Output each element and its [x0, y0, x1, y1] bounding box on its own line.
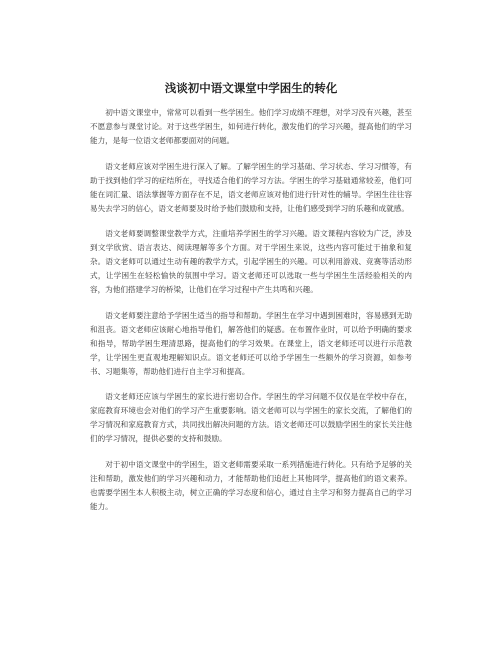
document-body [90, 106, 412, 526]
paragraph: 语文老师还应该与学困生的家长进行密切合作。学困生的学习问题不仅仅是在学校中存在，家庭教育环境也会对他们的学习产生重要影响。语文老师可以与学困生的家长交流，了解他们的学习情况和家庭教育方式，共同找出解决问题的方法。语文老师还可以鼓励学困生的家长关注他们的学习情况，提供必要的支持和鼓励。 [90, 392, 412, 444]
paragraph: 对于初中语文课堂中的学困生，语文老师需要采取一系列措施进行转化。只有给予足够的关注和帮助，激发他们的学习兴趣和动力，才能帮助他们追赶上其他同学，提高他们的语文素养。也需要学困生本人积极主动，树立正确的学习态度和信心，通过自主学习和努力提高自己的学习能力。 [90, 459, 412, 511]
paragraph: 初中语文课堂中，常常可以看到一些学困生。他们学习成绩不理想，对学习没有兴趣，甚至不愿意参与课堂讨论。对于这些学困生，如何进行转化，激发他们的学习兴趣，提高他们的学习能力，是每一位语文老师都要面对的问题。 [90, 108, 412, 145]
paragraph: 语文老师应该对学困生进行深入了解。了解学困生的学习基础、学习状态、学习习惯等，有助于找到他们学习的症结所在，寻找适合他们的学习方法。学困生的学习基础通常较差，他们可能在词汇量、语法掌握等方面存在不足，语文老师应该对他们进行针对性的辅导。学困生往往容易失去学习的信心，语文老师要及时给予他们鼓励和支持，让他们感受到学习的乐趣和成就感。 [90, 161, 412, 213]
paragraph: 语文老师要调整课堂教学方式，注重培养学困生的学习兴趣。语文课程内容较为广泛，涉及到文学欣赏、语言表达、阅读理解等多个方面。对于学困生来说，这些内容可能过于抽象和复杂。语文老师可以通过生动有趣的教学方式，引起学困生的兴趣。可以利用游戏、竞赛等活动形式，让学困生在轻松愉快的氛围中学习。语文老师还可以选取一些与学困生生活经验相关的内容，为他们搭建学习的桥梁，让他们在学习过程中产生共鸣和兴趣。 [90, 229, 412, 295]
document-title: 浅谈初中语文课堂中学困生的转化 [164, 81, 338, 95]
paragraph: 语文老师要注意给予学困生适当的指导和帮助。学困生在学习中遇到困难时，容易感到无助和沮丧。语文老师应该耐心地指导他们，解答他们的疑惑。在布置作业时，可以给予明确的要求和指导，帮助学困生理清思路，提高他们的学习效果。在课堂上，语文老师还可以进行示范教学，让学困生更直观地理解知识点。语文老师还可以给予学困生一些额外的学习资源，如参考书、习题集等，帮助他们进行自主学习和提高。 [90, 310, 412, 376]
